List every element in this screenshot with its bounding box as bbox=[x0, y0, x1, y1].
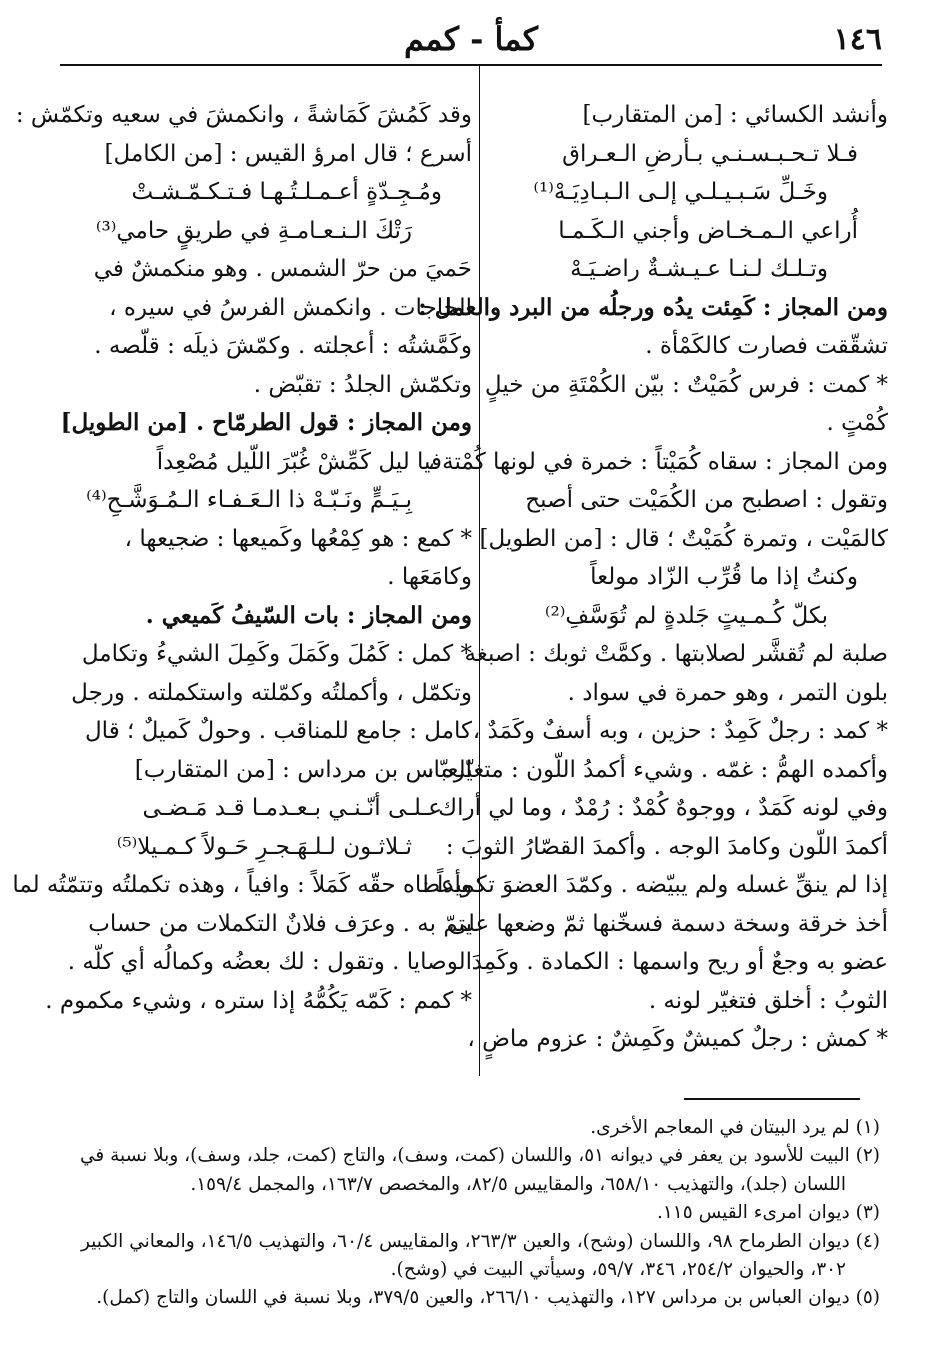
footnote-divider bbox=[684, 1098, 860, 1100]
page-header bbox=[60, 18, 882, 66]
text-line: الوصايا . وتقول : لك بعضُه وكمالُه أي كلّه . bbox=[67, 949, 472, 975]
text-line: كامل : جامع للمناقب . وحولٌ كَميلٌ ؛ قال bbox=[84, 718, 472, 744]
text-line: وتكمّش الجلدُ : تقبّض . bbox=[253, 371, 472, 398]
text-line: وأكمده الهمُّ : غمّه . وشيء أكمدُ اللّون : متغيّره ، bbox=[426, 756, 888, 783]
text-line: ومن المجاز : سقاه كُمَيْتاً : خمرة في لونها كُمْتة ، bbox=[427, 448, 888, 475]
verse-line: عـلـى أنّـنـي بـعـدمـا قـد مَـضـى bbox=[142, 795, 442, 821]
text-line: أخذ خرقة وسخة دسمة فسخّنها ثمّ وضعها على bbox=[448, 910, 888, 937]
text-line: وقد كَمُشَ كَمَاشةً ، وانكمشَ في سعيه وتكمّش : bbox=[15, 102, 472, 128]
text-line: بلون التمر ، وهو حمرة في سواد . bbox=[567, 679, 888, 706]
text-line: العبّاس بن مرداس : [من المتقارب] bbox=[134, 756, 472, 783]
text-line: الحاجات . وانكمش الفرسُ في سيره ، bbox=[109, 294, 472, 321]
footnotes bbox=[58, 1114, 880, 1313]
text-line: صلبة لم تُقشَّر لصلابتها . وكمَّتْ ثوبك : اصبغه bbox=[464, 641, 888, 667]
text-line: أكمدَ اللّون وكامدَ الوجه . وأكمدَ القصّارُ الثوبَ : bbox=[445, 833, 888, 860]
verse-line: بكلّ كُـمـيتٍ جَلدةٍ لم تُوَسَّفِ⁽²⁾ bbox=[544, 602, 828, 629]
entry-line: * كمت : فرس كُمَيْتٌ : بيّن الكُمْتَةِ من خيلٍ bbox=[484, 371, 888, 398]
verse-line: وكنتُ إذا ما قُرِّب الزّاد مولعاً bbox=[590, 564, 858, 590]
text-line: حَميَ من حرّ الشمس . وهو منكمشٌ في bbox=[93, 256, 472, 282]
text-line: وأنشد الكسائي : [من المتقارب] bbox=[582, 102, 888, 128]
verse-line: فيا ليل كَمِّشْ غُبّرَ اللّيل مُصْعِداً bbox=[156, 448, 442, 475]
verse-line: وتـلـك لـنـا عـيـشـةٌ راضـيَـهْ bbox=[570, 256, 828, 282]
verse-line: أُراعي الـمـخـاض وأجني الـكَـمـا bbox=[558, 217, 858, 244]
text-line: ومن المجاز : كَمِئت يدُه ورجلُه من البرد والعمل : bbox=[418, 293, 888, 321]
verse-line: وخَـلِّ سَـبـيـلـي إلـى الـبـادِيَـهْ⁽¹⁾ bbox=[533, 179, 828, 205]
text-line: وكامَعَها . bbox=[387, 564, 472, 590]
text-line: يتمّ به . وعرَف فلانٌ التكملات من حساب bbox=[88, 910, 472, 937]
verse-line: رَتْكَ الـنـعـامـةِ في طريقٍ حامي⁽³⁾ bbox=[95, 217, 412, 244]
text-line: وتكمّل ، وأكملتُه وكمّلته واستكملته . ورجل bbox=[71, 679, 472, 706]
entry-line: * كمد : رجلٌ كَمِدٌ : حزين ، وبه أسفٌ وكَمَدٌ ، bbox=[472, 718, 888, 744]
text-line: عضو به وجعٌ أو ريح واسمها : الكمادة . وكَمِدَ bbox=[471, 949, 888, 975]
text-line: كالمَيْت ، وتمرة كُمَيْتٌ ؛ قال : [من الطويل] bbox=[479, 525, 888, 552]
footnote-continuation: اللسان (جلد)، والتهذيب ٦٥٨/١٠، والمقاييس ٨٢/٥، والمخصص ١٦٣/٧، والمجمل ١٥٩/٤. bbox=[190, 1173, 846, 1195]
text-line: وفي لونه كَمَدٌ ، ووجوهٌ كُمْدٌ : رُمْدٌ ، وما لي أراك bbox=[438, 795, 888, 821]
text-line: إذا لم ينقِّ غسله ولم يبيّضه . وكمّدَ العضوَ تكميداً : bbox=[421, 872, 888, 898]
verse-line: فـلا تـحـبـسـنـي بـأرضِ الـعـراق bbox=[562, 140, 858, 167]
footnote: (٥) ديوان العباس بن مرداس ١٢٧، والتهذيب ٢٦٦/١٠، والعين ٣٧٩/٥، وبلا نسبة في اللسان والتاج (كمل). bbox=[96, 1287, 880, 1309]
entry-line: * كمش : رجلٌ كميشٌ وكَمِشٌ : عزوم ماضٍ ، bbox=[467, 1026, 888, 1052]
text-line: تشقّقت فصارت كالكَمْأة . bbox=[645, 333, 888, 359]
footnote: (٤) ديوان الطرماح ٩٨، واللسان (وشح)، والعين ٢٦٣/٣، والمقاييس ٦٠/٤، والتهذيب ١٤٦/٥، والمعاني الكبير bbox=[80, 1230, 880, 1252]
text-line: وكَمَّشتُه : أعجلته . وكمّشَ ذيلَه : قلّصه . bbox=[94, 333, 472, 359]
entry-line: * كمع : هو كِمْعُها وكَميعها : ضجيعها ، bbox=[124, 525, 472, 552]
entry-line: * كمم : كَمّه يَكُمُّهُ إذا ستره ، وشيء مكموم . bbox=[45, 987, 472, 1014]
text-line: الثوبُ : أخلق فتغيّر لونه . bbox=[648, 987, 888, 1014]
verse-line: ومُـجِـدّةٍ أعـمـلـتُـهـا فـتـكـمّـشـتْ bbox=[131, 179, 442, 205]
verse-line: بِـيَـمٍّ ونَـبّـهْ ذا الـعَـفـاء الـمُـوَشَّـحِ⁽⁴⁾ bbox=[86, 487, 412, 513]
footnote-continuation: ٣٠٢، والحيوان ٢٥٤/٢، ٣٤٦، ٥٩/٧، وسيأتي البيت في (وشح). bbox=[390, 1258, 846, 1280]
text-line: كُمْتٍ . bbox=[826, 410, 888, 436]
text-line: وتقول : اصطبح من الكُمَيْت حتى أصبح bbox=[525, 487, 888, 513]
footnote: (٢) البيت للأسود بن يعفر في ديوانه ٥١، واللسان (كمت، وسف)، والتاج (كمت، جلد، وسف)، وبلا نسبة في bbox=[79, 1145, 880, 1167]
text-line: ومن المجاز : قول الطرمّاح . [من الطويل] bbox=[60, 409, 472, 436]
verse-line: ثـلاثـون لـلـهَـجـرِ حَـولاً كـمـيلا⁽⁵⁾ bbox=[116, 833, 412, 860]
entry-line: * كمل : كَمُلَ وكَمَلَ وكَمِلَ الشيءُ وتكامل bbox=[81, 641, 472, 667]
page-title: كمأ - كمم bbox=[403, 20, 539, 58]
text-line: أسرع ؛ قال امرؤ القيس : [من الكامل] bbox=[104, 140, 472, 167]
footnote: (١) لم يرد البيتان في المعاجم الأخرى. bbox=[590, 1117, 880, 1138]
left-column bbox=[12, 96, 472, 1020]
page-number: ١٤٦ bbox=[833, 22, 882, 57]
footnote: (٣) ديوان امرىء القيس ١١٥. bbox=[656, 1202, 880, 1224]
text-line: ومن المجاز : بات السّيفُ كَميعي . bbox=[145, 601, 472, 629]
text-line: وأعطاه حقّه كَمَلاً : وافياً ، وهذه تكملتُه وتتمّتُه لما bbox=[12, 872, 472, 898]
